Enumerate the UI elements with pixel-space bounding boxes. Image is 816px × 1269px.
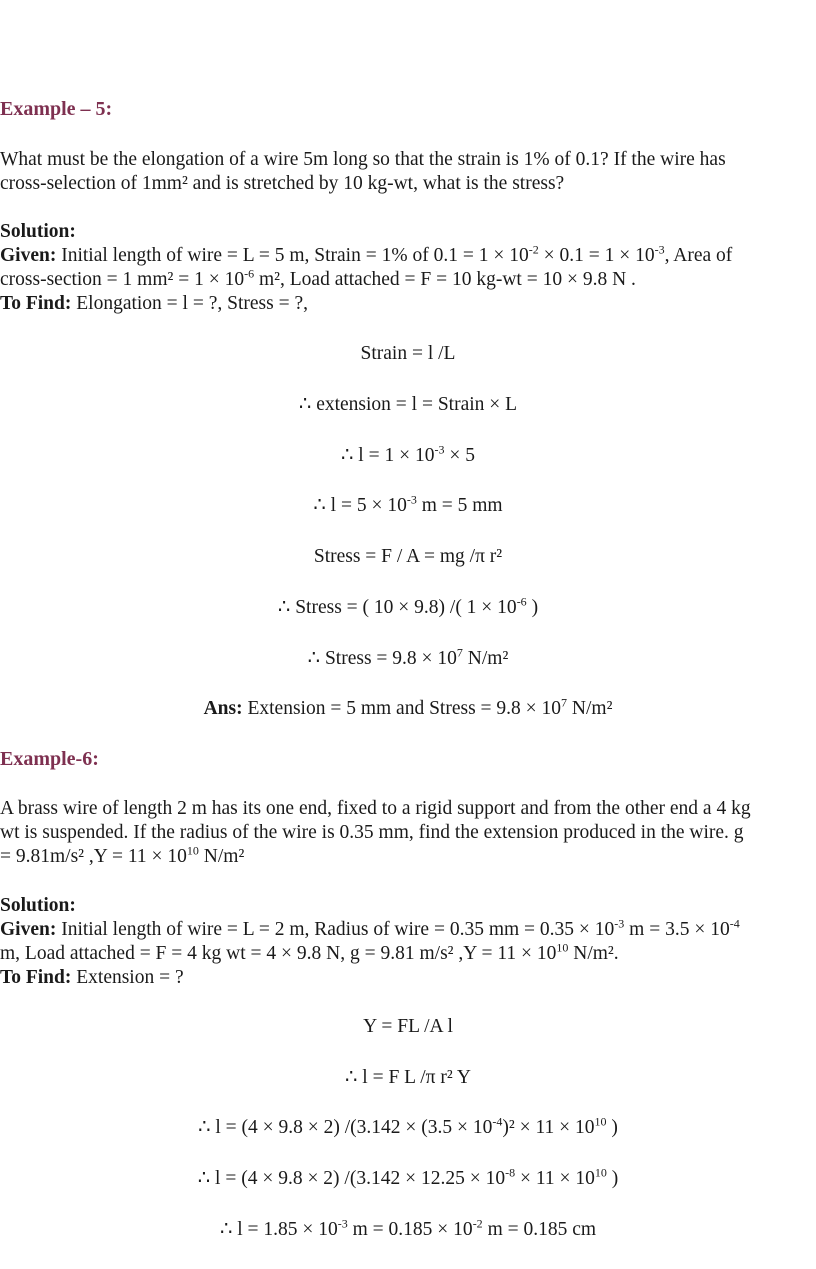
answer-text: N/m² bbox=[567, 698, 613, 719]
given-text: , Area of bbox=[664, 245, 733, 266]
solution-label: Solution: bbox=[0, 221, 76, 242]
given-line bbox=[0, 942, 812, 966]
exponent: -6 bbox=[516, 594, 527, 609]
equation-text: m = 0.185 × 10 bbox=[347, 1219, 473, 1240]
equation bbox=[0, 494, 816, 518]
given-text: m², Load attached = F = 10 kg-wt = 10 × 9.8 N . bbox=[254, 269, 636, 290]
equation bbox=[0, 1116, 816, 1140]
exponent: -3 bbox=[337, 1216, 348, 1231]
equation: Y = FL /A l bbox=[363, 1016, 453, 1037]
equation-text: ∴ Stress = ( 10 × 9.8) /( 1 × 10 bbox=[277, 597, 517, 618]
equation bbox=[0, 444, 816, 468]
equation-text: ∴ l = 5 × 10 bbox=[313, 495, 407, 516]
exponent: 7 bbox=[561, 695, 568, 710]
equation-text: N/m² bbox=[462, 648, 509, 669]
answer-line bbox=[0, 697, 816, 721]
equation-text: ∴ l = 1 × 10 bbox=[341, 445, 435, 466]
equation bbox=[0, 1218, 816, 1242]
question-text: = 9.81m/s² ,Y = 11 × 10 bbox=[0, 846, 187, 867]
example-5-heading: Example – 5: bbox=[0, 98, 113, 120]
given-text: Initial length of wire = L = 5 m, Strain = 1% of 0.1 = 1 × 10 bbox=[56, 245, 529, 266]
given-text: × 0.1 = 1 × 10 bbox=[538, 245, 655, 266]
equation: Strain = l /L bbox=[360, 343, 456, 364]
to-find-line bbox=[0, 292, 812, 316]
given-text: m, Load attached = F = 4 kg wt = 4 × 9.8 N, g = 9.81 m/s² ,Y = 11 × 10 bbox=[0, 943, 557, 964]
given-line bbox=[0, 244, 812, 268]
exponent: -3 bbox=[406, 492, 417, 507]
exponent: -4 bbox=[492, 1114, 503, 1129]
equation-text: m = 0.185 cm bbox=[482, 1219, 597, 1240]
to-find-label: To Find: bbox=[0, 293, 72, 314]
to-find-label: To Find: bbox=[0, 967, 72, 988]
equation-text: ∴ l = (4 × 9.8 × 2) /(3.142 × (3.5 × 10 bbox=[198, 1117, 493, 1138]
example-6-heading: Example-6: bbox=[0, 748, 99, 770]
exponent: 10 bbox=[556, 940, 569, 955]
equation: Stress = F / A = mg /π r² bbox=[313, 546, 503, 567]
equation: ∴ extension = l = Strain × L bbox=[298, 394, 518, 415]
equation bbox=[0, 596, 816, 620]
question-line: wt is suspended. If the radius of the wire is 0.35 mm, find the extension produced in the wire. g bbox=[0, 822, 744, 843]
exponent: -3 bbox=[434, 442, 445, 457]
equation-text: m = 5 mm bbox=[416, 495, 503, 516]
given-label: Given: bbox=[0, 245, 57, 266]
exponent: 10 bbox=[594, 1165, 607, 1180]
given-text: cross-section = 1 mm² = 1 × 10 bbox=[0, 269, 245, 290]
given-text: m = 3.5 × 10 bbox=[624, 919, 730, 940]
exponent: -8 bbox=[505, 1165, 516, 1180]
equation bbox=[0, 1167, 816, 1191]
example-5-solution bbox=[0, 220, 812, 316]
exponent: -3 bbox=[654, 242, 665, 257]
exponent: 10 bbox=[594, 1114, 607, 1129]
equation-text: × 5 bbox=[444, 445, 475, 466]
equation bbox=[0, 647, 816, 671]
given-text: Initial length of wire = L = 2 m, Radius of wire = 0.35 mm = 0.35 × 10 bbox=[56, 919, 615, 940]
exponent: 10 bbox=[186, 843, 199, 858]
exponent: 7 bbox=[456, 645, 463, 660]
exponent: -2 bbox=[528, 242, 539, 257]
question-line: What must be the elongation of a wire 5m long so that the strain is 1% of 0.1? If the wire has bbox=[0, 149, 726, 170]
exponent: -4 bbox=[729, 916, 740, 931]
equation: ∴ l = F L /π r² Y bbox=[345, 1067, 471, 1088]
given-line bbox=[0, 918, 812, 942]
to-find-text: Elongation = l = ?, Stress = ?, bbox=[71, 293, 308, 314]
question-line bbox=[0, 845, 812, 869]
question-line: cross-selection of 1mm² and is stretched by 10 kg-wt, what is the stress? bbox=[0, 173, 565, 194]
exponent: -3 bbox=[614, 916, 625, 931]
to-find-line bbox=[0, 966, 812, 990]
equation-text: ∴ l = 1.85 × 10 bbox=[219, 1219, 338, 1240]
exponent: -6 bbox=[244, 266, 255, 281]
question-text: N/m² bbox=[198, 846, 245, 867]
answer-label: Ans: bbox=[203, 698, 243, 719]
given-label: Given: bbox=[0, 919, 57, 940]
equation-text: )² × 11 × 10 bbox=[502, 1117, 595, 1138]
equation-text: ∴ Stress = 9.8 × 10 bbox=[307, 648, 457, 669]
example-6-solution bbox=[0, 894, 812, 990]
question-line: A brass wire of length 2 m has its one end, fixed to a rigid support and from the other end a 4 kg bbox=[0, 798, 751, 819]
equation-text: ) bbox=[606, 1168, 619, 1189]
solution-label: Solution: bbox=[0, 895, 76, 916]
to-find-text: Extension = ? bbox=[71, 967, 184, 988]
example-6-question bbox=[0, 797, 812, 869]
equation-text: ) bbox=[606, 1117, 618, 1138]
example-5-question bbox=[0, 148, 812, 196]
equation-text: ∴ l = (4 × 9.8 × 2) /(3.142 × 12.25 × 10 bbox=[197, 1168, 506, 1189]
given-text: N/m². bbox=[568, 943, 619, 964]
equation-text: ) bbox=[526, 597, 539, 618]
exponent: -2 bbox=[472, 1216, 483, 1231]
answer-text: Extension = 5 mm and Stress = 9.8 × 10 bbox=[242, 698, 562, 719]
given-line bbox=[0, 268, 812, 292]
equation-text: × 11 × 10 bbox=[515, 1168, 595, 1189]
